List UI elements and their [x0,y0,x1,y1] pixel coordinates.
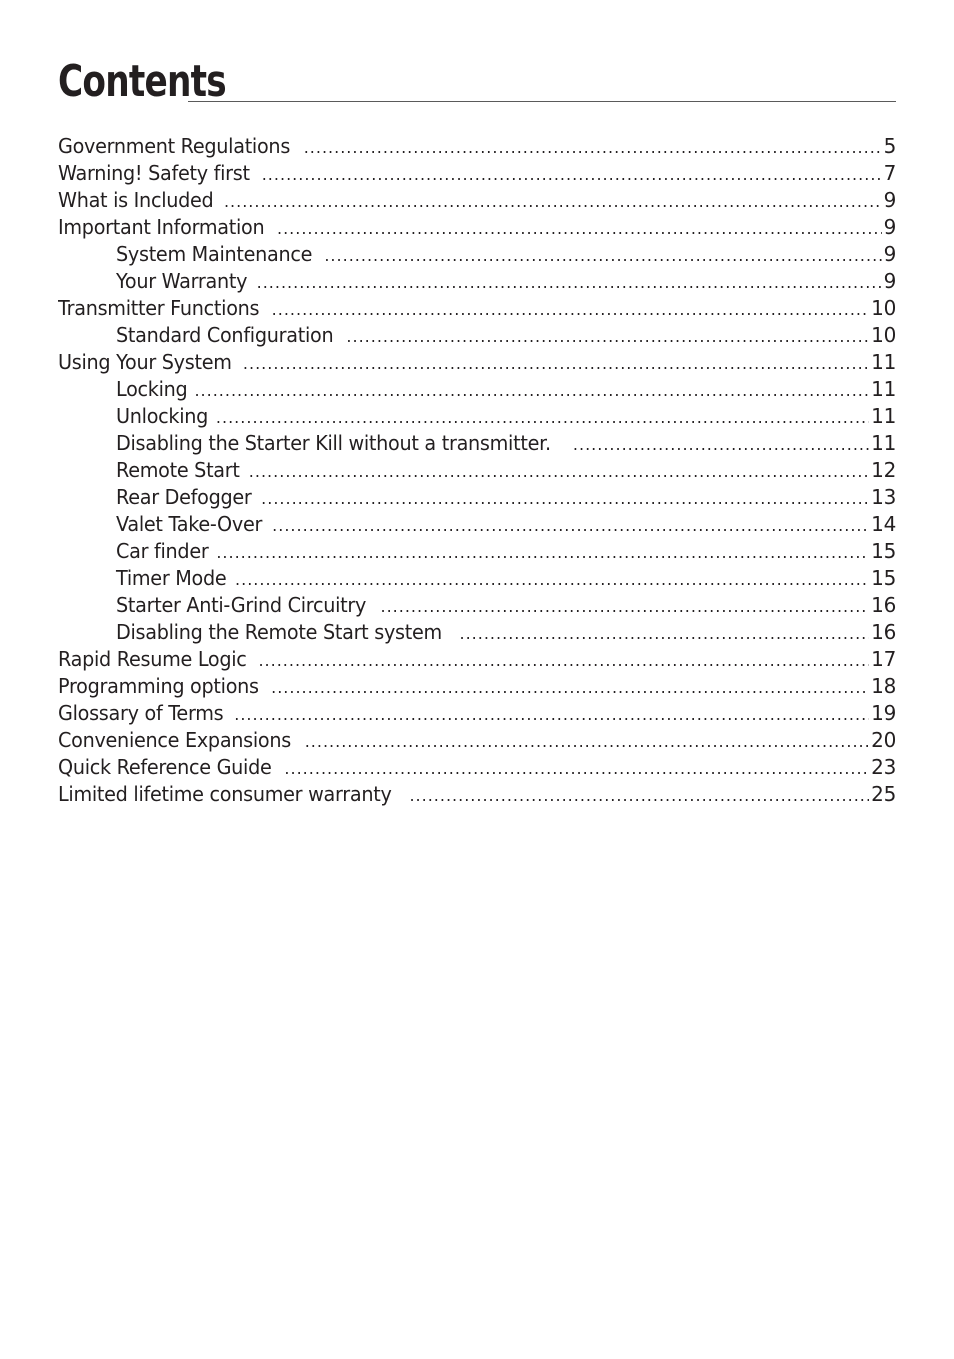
dot-leader [243,350,869,376]
toc-entry-title: Rapid Resume Logic [58,647,247,671]
dot-leader [234,701,869,727]
toc-entry[interactable] [58,781,896,808]
toc-entry[interactable] [58,295,896,322]
toc-entry[interactable] [58,403,896,430]
dot-leader [573,431,869,457]
toc-entry[interactable] [58,673,896,700]
toc-entry-title: Remote Start [116,458,240,482]
toc-entry-page-number: 16 [871,593,896,617]
title-rule [188,101,896,102]
dot-leader [304,134,882,160]
toc-entry-title: What is Included [58,188,214,212]
toc-entry-title: Timer Mode [116,566,227,590]
toc-entry-title: Programming options [58,674,259,698]
dot-leader [381,593,870,619]
toc-entry-page-number: 18 [871,674,896,698]
toc-entry-title: Rear Defogger [116,485,252,509]
dot-leader [460,620,870,646]
toc-entry-page-number: 9 [883,215,896,239]
dot-leader [324,242,881,268]
toc-entry-title: Quick Reference Guide [58,755,272,779]
toc-entry[interactable] [58,484,896,511]
dot-leader [216,404,869,430]
toc-entry[interactable] [58,214,896,241]
toc-entry-page-number: 19 [871,701,896,725]
toc-entry[interactable] [58,700,896,727]
dot-leader [346,323,869,349]
toc-entry[interactable] [58,160,896,187]
toc-entry[interactable] [58,457,896,484]
toc-entry-title: Limited lifetime consumer warranty [58,782,392,806]
toc-entry[interactable] [58,349,896,376]
toc-entry-title: Glossary of Terms [58,701,224,725]
toc-entry-page-number: 15 [871,539,896,563]
toc-entry-title: System Maintenance [116,242,313,266]
toc-entry[interactable] [58,565,896,592]
toc-entry-page-number: 9 [883,242,896,266]
dot-leader [409,782,869,808]
toc-entry-title: Your Warranty [116,269,248,293]
dot-leader [194,377,869,403]
toc-entry-page-number: 11 [871,350,896,374]
toc-entry-page-number: 5 [883,134,896,158]
dot-leader [272,296,869,322]
toc-entry[interactable] [58,592,896,619]
dot-leader [272,512,869,538]
toc-entry[interactable] [58,619,896,646]
toc-entry-page-number: 13 [871,485,896,509]
toc-entry-page-number: 16 [871,620,896,644]
toc-entry-page-number: 10 [871,296,896,320]
toc-entry-page-number: 12 [871,458,896,482]
toc-entry[interactable] [58,511,896,538]
toc-entry[interactable] [58,646,896,673]
toc-entry-title: Unlocking [116,404,209,428]
dot-leader [249,458,869,484]
page-title: Contents [58,56,226,107]
dot-leader [305,728,869,754]
toc-entry-page-number: 7 [883,161,896,185]
toc-entry-title: Starter Anti-Grind Circuitry [116,593,367,617]
toc-entry-page-number: 11 [871,377,896,401]
toc-entry-page-number: 17 [871,647,896,671]
toc-entry-title: Standard Configuration [116,323,334,347]
toc-entry-page-number: 20 [871,728,896,752]
toc-entry-title: Disabling the Starter Kill without a transmitter. [116,431,551,455]
toc-entry-title: Government Regulations [58,134,291,158]
dot-leader [257,269,882,295]
table-of-contents [58,133,896,808]
toc-entry-page-number: 10 [871,323,896,347]
dot-leader [258,647,869,673]
toc-entry-page-number: 11 [871,404,896,428]
toc-entry-title: Important Information [58,215,265,239]
toc-entry[interactable] [58,727,896,754]
toc-entry[interactable] [58,430,896,457]
toc-entry-title: Transmitter Functions [58,296,260,320]
title-row [58,52,896,107]
dot-leader [277,215,882,241]
toc-entry[interactable] [58,133,896,160]
dot-leader [261,485,869,511]
toc-entry[interactable] [58,268,896,295]
toc-entry-page-number: 14 [871,512,896,536]
toc-entry[interactable] [58,376,896,403]
toc-entry-title: Warning! Safety first [58,161,250,185]
toc-entry-title: Car finder [116,539,209,563]
dot-leader [262,161,882,187]
toc-entry-title: Disabling the Remote Start system [116,620,442,644]
toc-entry[interactable] [58,241,896,268]
toc-entry-title: Locking [116,377,188,401]
toc-entry-title: Using Your System [58,350,232,374]
contents-page [58,52,896,806]
toc-entry-page-number: 23 [871,755,896,779]
dot-leader [224,188,882,214]
dot-leader [235,566,869,592]
toc-entry[interactable] [58,322,896,349]
dot-leader [284,755,869,781]
dot-leader [271,674,869,700]
toc-entry-page-number: 9 [883,269,896,293]
toc-entry-page-number: 15 [871,566,896,590]
toc-entry[interactable] [58,538,896,565]
toc-entry-page-number: 11 [871,431,896,455]
dot-leader [216,539,869,565]
toc-entry[interactable] [58,187,896,214]
toc-entry-page-number: 9 [883,188,896,212]
toc-entry-title: Valet Take-Over [116,512,263,536]
toc-entry-title: Convenience Expansions [58,728,291,752]
toc-entry[interactable] [58,754,896,781]
toc-entry-page-number: 25 [871,782,896,806]
